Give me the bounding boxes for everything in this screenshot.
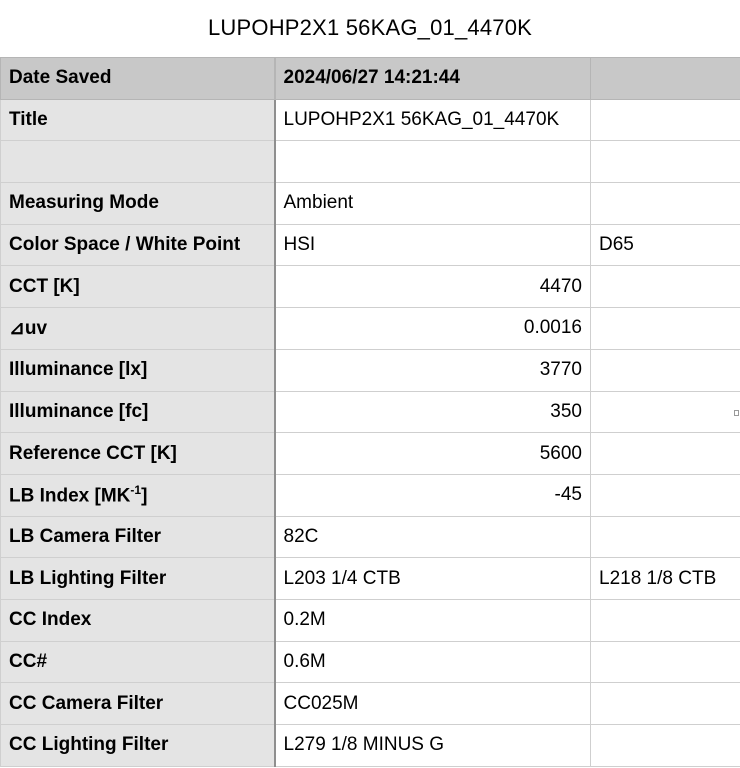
row-extra[interactable] <box>591 308 740 350</box>
table-row-cc-lighting-filter <box>1 725 740 767</box>
row-extra[interactable] <box>591 683 740 725</box>
row-label[interactable]: LB Lighting Filter <box>1 558 275 600</box>
row-extra[interactable] <box>591 99 740 141</box>
row-label[interactable]: Measuring Mode <box>1 183 275 225</box>
table-row-lb-camera-filter <box>1 516 740 558</box>
row-value[interactable]: CC025M <box>275 683 591 725</box>
row-extra[interactable]: D65 <box>591 224 740 266</box>
row-label-text: LB Index [MK <box>9 485 131 507</box>
row-label[interactable]: Illuminance [lx] <box>1 349 275 391</box>
row-extra[interactable] <box>591 141 740 183</box>
row-label[interactable]: Illuminance [fc] <box>1 391 275 433</box>
row-label[interactable]: LB Camera Filter <box>1 516 275 558</box>
row-extra[interactable] <box>591 391 740 433</box>
table-row-delta-uv <box>1 308 740 350</box>
row-value[interactable]: HSI <box>275 224 591 266</box>
row-value[interactable] <box>275 141 591 183</box>
table-row-date-saved <box>1 58 740 100</box>
document-title: LUPOHP2X1 56KAG_01_4470K <box>207 15 532 40</box>
resize-handle[interactable] <box>734 410 739 416</box>
row-value[interactable]: 350 <box>275 391 591 433</box>
table-row-reference-cct <box>1 433 740 475</box>
row-extra[interactable] <box>591 349 740 391</box>
row-extra[interactable] <box>591 183 740 225</box>
row-label-end: ] <box>141 485 148 507</box>
table-row-cc-camera-filter <box>1 683 740 725</box>
table-row-cct <box>1 266 740 308</box>
row-label[interactable]: CCT [K] <box>1 266 275 308</box>
row-value[interactable]: L279 1/8 MINUS G <box>275 725 591 767</box>
table-row-title <box>1 99 740 141</box>
table-row-illuminance-lx <box>1 349 740 391</box>
row-label[interactable]: ⊿uv <box>1 308 275 350</box>
row-value[interactable]: 82C <box>275 516 591 558</box>
table-row-lb-index <box>1 474 740 516</box>
table-row-color-space <box>1 224 740 266</box>
row-label[interactable]: Date Saved <box>1 58 275 100</box>
row-extra[interactable]: L218 1/8 CTB <box>591 558 740 600</box>
row-label[interactable]: CC Camera Filter <box>1 683 275 725</box>
row-extra[interactable] <box>591 725 740 767</box>
row-value[interactable]: 4470 <box>275 266 591 308</box>
row-value[interactable]: L203 1/4 CTB <box>275 558 591 600</box>
row-value[interactable]: 0.0016 <box>275 308 591 350</box>
row-value[interactable]: 0.6M <box>275 641 591 683</box>
table-row-measuring-mode <box>1 183 740 225</box>
row-label[interactable]: Reference CCT [K] <box>1 433 275 475</box>
table-row-blank <box>1 141 740 183</box>
table-row-lb-lighting-filter <box>1 558 740 600</box>
row-value[interactable]: Ambient <box>275 183 591 225</box>
row-label[interactable]: CC Lighting Filter <box>1 725 275 767</box>
row-label[interactable]: Title <box>1 99 275 141</box>
row-extra[interactable] <box>591 599 740 641</box>
row-value[interactable]: 3770 <box>275 349 591 391</box>
table-row-illuminance-fc <box>1 391 740 433</box>
row-label[interactable] <box>1 474 275 516</box>
row-label[interactable]: CC Index <box>1 599 275 641</box>
row-extra[interactable] <box>591 516 740 558</box>
table-row-cc-index <box>1 599 740 641</box>
row-value[interactable]: 0.2M <box>275 599 591 641</box>
row-extra[interactable] <box>591 641 740 683</box>
row-label[interactable]: CC# <box>1 641 275 683</box>
measurement-table <box>0 57 740 767</box>
table-row-cc-number <box>1 641 740 683</box>
row-value[interactable]: 2024/06/27 14:21:44 <box>275 58 591 100</box>
row-label[interactable] <box>1 141 275 183</box>
row-extra[interactable] <box>591 266 740 308</box>
row-value[interactable]: LUPOHP2X1 56KAG_01_4470K <box>275 99 591 141</box>
row-value[interactable]: 5600 <box>275 433 591 475</box>
row-label[interactable]: Color Space / White Point <box>1 224 275 266</box>
row-label-superscript: -1 <box>130 483 142 498</box>
row-extra[interactable] <box>591 474 740 516</box>
row-extra[interactable] <box>591 433 740 475</box>
row-extra[interactable] <box>591 58 740 100</box>
row-value[interactable]: -45 <box>275 474 591 516</box>
